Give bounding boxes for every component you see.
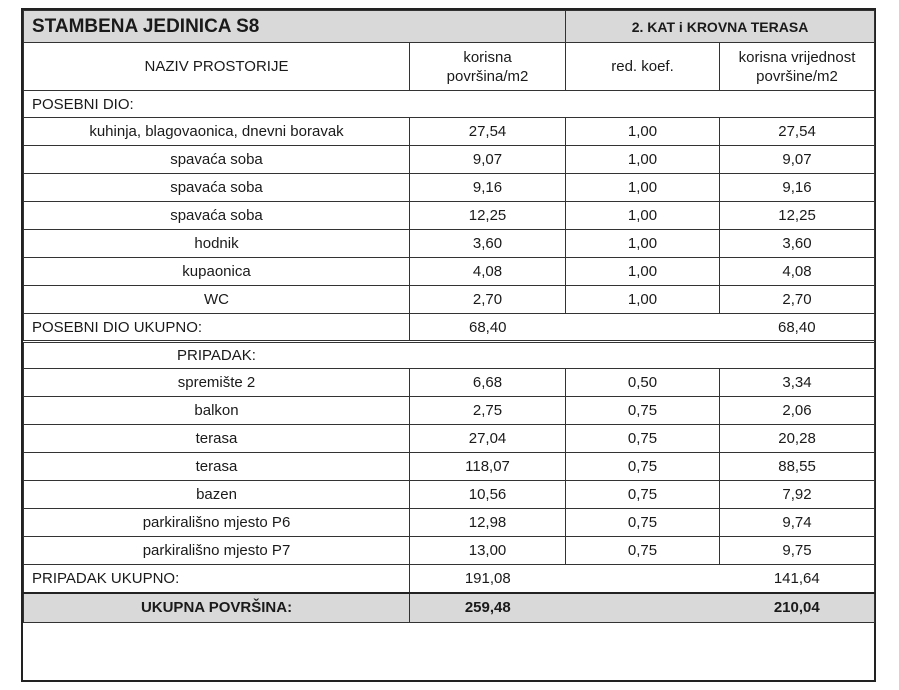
table-row	[24, 537, 875, 565]
room-name-cell: kupaonica	[24, 258, 410, 286]
value-cell: 4,08	[720, 258, 875, 286]
table-row	[24, 481, 875, 509]
col-header-value-l1: korisna vrijednost	[738, 48, 856, 66]
coef-cell: 0,75	[566, 509, 720, 537]
area-cell: 9,16	[410, 174, 566, 202]
area-cell: 118,07	[410, 453, 566, 481]
room-name-cell: spavaća soba	[24, 146, 410, 174]
coef-cell: 0,75	[566, 453, 720, 481]
posebni-section-label: POSEBNI DIO:	[24, 91, 875, 118]
value-cell: 9,16	[720, 174, 875, 202]
coef-cell: 1,00	[566, 286, 720, 314]
table-row	[24, 174, 875, 202]
table-row	[24, 453, 875, 481]
col-header-area-l2: površina/m2	[446, 67, 529, 85]
grand-total-empty	[566, 593, 720, 623]
value-cell: 3,60	[720, 230, 875, 258]
coef-cell: 1,00	[566, 118, 720, 146]
value-cell: 9,74	[720, 509, 875, 537]
room-name-cell: kuhinja, blagovaonica, dnevni boravak	[24, 118, 410, 146]
value-cell: 7,92	[720, 481, 875, 509]
posebni-section-row	[24, 91, 875, 118]
coef-cell: 0,75	[566, 425, 720, 453]
room-name-cell: hodnik	[24, 230, 410, 258]
coef-cell: 1,00	[566, 230, 720, 258]
col-header-coef: red. koef.	[566, 43, 720, 91]
area-cell: 12,25	[410, 202, 566, 230]
area-cell: 10,56	[410, 481, 566, 509]
pripadak-total-label: PRIPADAK UKUPNO:	[24, 565, 410, 593]
coef-cell: 1,00	[566, 258, 720, 286]
posebni-total-label: POSEBNI DIO UKUPNO:	[24, 314, 410, 342]
table-row	[24, 509, 875, 537]
area-cell: 2,70	[410, 286, 566, 314]
table-row	[24, 258, 875, 286]
grand-total-area: 259,48	[410, 593, 566, 623]
room-name-cell: parkirališno mjesto P7	[24, 537, 410, 565]
table-row	[24, 118, 875, 146]
pripadak-total-area: 191,08	[410, 565, 566, 593]
table-row	[24, 286, 875, 314]
grand-total-row	[24, 593, 875, 623]
value-cell: 2,70	[720, 286, 875, 314]
table-row	[24, 397, 875, 425]
coef-cell: 1,00	[566, 202, 720, 230]
value-cell: 9,07	[720, 146, 875, 174]
value-cell: 88,55	[720, 453, 875, 481]
value-cell: 3,34	[720, 369, 875, 397]
value-cell: 9,75	[720, 537, 875, 565]
unit-title: STAMBENA JEDINICA S8	[24, 11, 566, 43]
table-row	[24, 369, 875, 397]
posebni-total-row	[24, 314, 875, 342]
coef-cell: 0,50	[566, 369, 720, 397]
area-cell: 2,75	[410, 397, 566, 425]
area-cell: 27,54	[410, 118, 566, 146]
room-name-cell: spavaća soba	[24, 174, 410, 202]
coef-cell: 1,00	[566, 174, 720, 202]
value-cell: 2,06	[720, 397, 875, 425]
coef-cell: 1,00	[566, 146, 720, 174]
coef-cell: 0,75	[566, 397, 720, 425]
room-name-cell: WC	[24, 286, 410, 314]
table-row	[24, 425, 875, 453]
grand-total-value: 210,04	[720, 593, 875, 623]
table-row	[24, 230, 875, 258]
coef-cell: 0,75	[566, 537, 720, 565]
pripadak-total-row	[24, 565, 875, 593]
table-row	[24, 146, 875, 174]
col-header-area-l1: korisna	[463, 48, 512, 66]
pripadak-total-empty	[566, 565, 720, 593]
area-cell: 3,60	[410, 230, 566, 258]
area-cell: 4,08	[410, 258, 566, 286]
area-cell: 12,98	[410, 509, 566, 537]
room-name-cell: terasa	[24, 425, 410, 453]
room-name-cell: spavaća soba	[24, 202, 410, 230]
area-cell: 9,07	[410, 146, 566, 174]
area-cell: 6,68	[410, 369, 566, 397]
area-table	[23, 10, 875, 623]
room-name-cell: balkon	[24, 397, 410, 425]
pripadak-total-value: 141,64	[720, 565, 875, 593]
pripadak-section-row	[24, 342, 875, 369]
col-header-value-l2: površine/m2	[756, 67, 838, 85]
area-cell: 13,00	[410, 537, 566, 565]
room-name-cell: terasa	[24, 453, 410, 481]
title-row	[24, 11, 875, 43]
col-header-value	[720, 43, 875, 91]
area-table-sheet	[21, 8, 876, 682]
pripadak-section-label: PRIPADAK:	[24, 342, 875, 369]
grand-total-label: UKUPNA POVRŠINA:	[24, 593, 410, 623]
value-cell: 20,28	[720, 425, 875, 453]
col-header-area	[410, 43, 566, 91]
room-name-cell: spremište 2	[24, 369, 410, 397]
posebni-total-area: 68,40	[410, 314, 566, 342]
coef-cell: 0,75	[566, 481, 720, 509]
value-cell: 12,25	[720, 202, 875, 230]
table-row	[24, 202, 875, 230]
room-name-cell: parkirališno mjesto P6	[24, 509, 410, 537]
floor-title: 2. KAT i KROVNA TERASA	[566, 11, 875, 43]
area-cell: 27,04	[410, 425, 566, 453]
posebni-total-value: 68,40	[720, 314, 875, 342]
col-header-name: NAZIV PROSTORIJE	[24, 43, 410, 91]
posebni-total-empty	[566, 314, 720, 342]
room-name-cell: bazen	[24, 481, 410, 509]
value-cell: 27,54	[720, 118, 875, 146]
header-row	[24, 43, 875, 91]
